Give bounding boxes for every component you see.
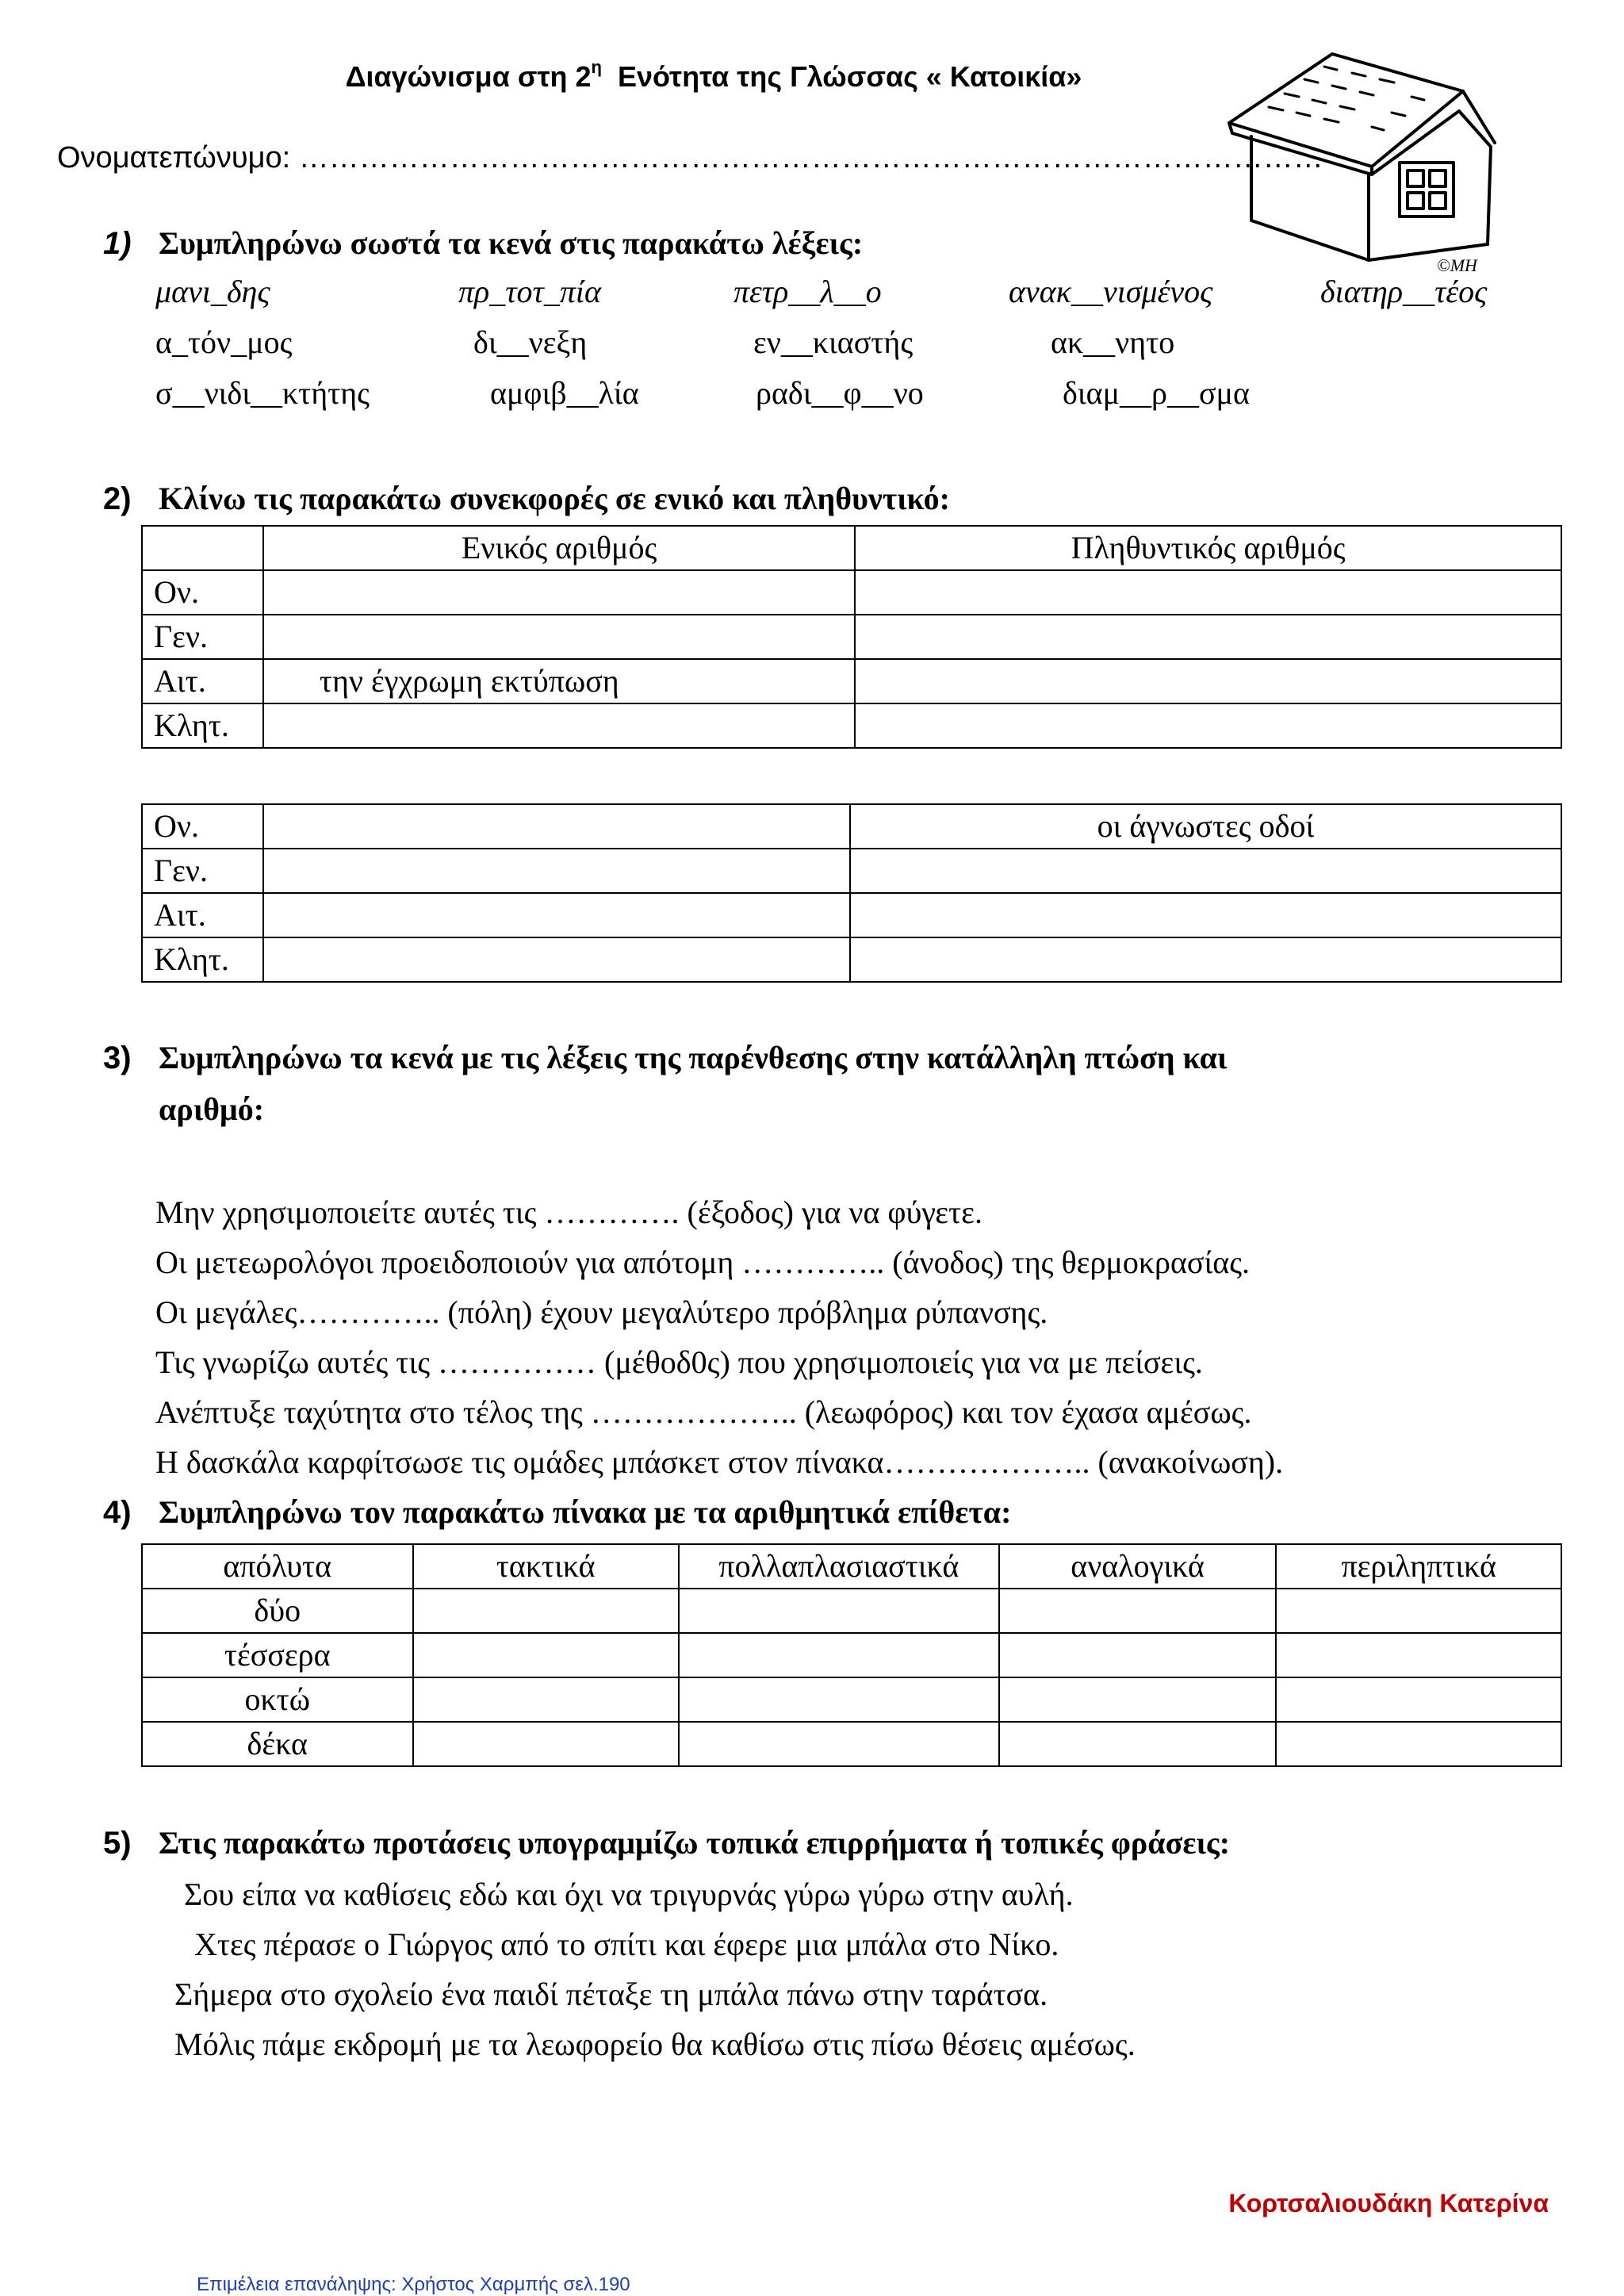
q1-word: πετρ__λ__ο [733,274,882,309]
table-cell [142,526,263,570]
house-icon [1221,48,1507,286]
q3-sentence: Οι μεγάλες………….. (πόλη) έχουν μεγαλύτερο πρόβλημα ρύπανσης. [155,1294,1048,1330]
q5-sentence: Σήμερα στο σχολείο ένα παιδί πέταξε τη μπάλα πάνω στην ταράτσα. [174,1976,1048,2012]
q1-word: εν__κιαστής [753,324,914,360]
answer-cell[interactable] [855,615,1561,659]
answer-cell[interactable] [850,893,1561,937]
given-phrase: την έγχρωμη εκτύπωση [263,659,855,703]
answer-cell[interactable] [413,1633,679,1677]
case-label: Γεν. [142,849,263,893]
q1-word: ραδι__φ__νο [756,375,924,411]
page-credit: Επιμέλεια επανάληψης: Χρήστος Χαρμπής σελ.190 [197,2274,630,2295]
q1-word: πρ_τοτ_πία [458,274,602,309]
q3-sentence: Οι μετεωρολόγοι προειδοποιούν για απότομη ………….. (άνοδος) της θερμοκρασίας. [155,1244,1251,1280]
col-header: τακτικά [413,1544,679,1589]
q2-table-plural [141,803,1562,983]
q3-sentence: Ανέπτυξε ταχύτητα στο τέλος της ……………….. (λεωφόρος) και τον έχασα αμέσως. [155,1394,1252,1430]
answer-cell[interactable] [679,1677,999,1722]
answer-cell[interactable] [999,1722,1277,1766]
answer-cell[interactable] [413,1722,679,1766]
author-name: Κορτσαλιουδάκη Κατερίνα [1228,2189,1549,2217]
col-header: πολλαπλασιαστικά [679,1544,999,1589]
case-label: Ον. [142,570,263,615]
answer-cell[interactable] [679,1722,999,1766]
answer-cell[interactable] [1276,1633,1561,1677]
case-label: Κλητ. [142,937,263,982]
q2-heading: 2) Κλίνω τις παρακάτω συνεκφορές σε ενικό και πληθυντικό: [103,481,950,516]
answer-cell[interactable] [1276,1722,1561,1766]
answer-cell[interactable] [850,937,1561,982]
case-label: Ον. [142,804,263,849]
answer-cell[interactable] [263,804,850,849]
col-header-singular: Ενικός αριθμός [263,526,855,570]
q1-heading: 1) Συμπληρώνω σωστά τα κενά στις παρακάτω λέξεις: [103,225,864,261]
row-label: τέσσερα [142,1633,413,1677]
name-field[interactable]: Ονοματεπώνυμο: ………………………………………………………………………………………… [57,141,1323,174]
case-label: Αιτ. [142,659,263,703]
q1-word: δι__νεξη [473,324,588,360]
q1-word: ακ__νητο [1051,324,1175,360]
q4-heading: 4) Συμπληρώνω τον παρακάτω πίνακα με τα αριθμητικά επίθετα: [103,1494,1012,1530]
answer-cell[interactable] [263,615,855,659]
q1-word: ανακ__νισμένος [1009,274,1213,309]
col-header-plural: Πληθυντικός αριθμός [855,526,1561,570]
q1-word: αμφιβ__λία [490,375,639,411]
answer-cell[interactable] [263,703,855,748]
q1-word: σ__νιδι__κτήτης [155,375,370,411]
col-header: περιληπτικά [1276,1544,1561,1589]
col-header: αναλογικά [999,1544,1277,1589]
page-title: Διαγώνισμα στη $2^\eta$ Ενότητα της Γλώσσας « Κατοικία» [345,57,1082,93]
case-label: Αιτ. [142,893,263,937]
given-phrase: οι άγνωστες οδοί [850,804,1561,849]
answer-cell[interactable] [263,937,850,982]
q3-sentence: Μην χρησιμοποιείτε αυτές τις …………. (έξοδος) για να φύγετε. [155,1194,982,1230]
answer-cell[interactable] [850,849,1561,893]
answer-cell[interactable] [679,1633,999,1677]
answer-cell[interactable] [855,659,1561,703]
case-label: Γεν. [142,615,263,659]
q5-sentence: Σου είπα να καθίσεις εδώ και όχι να τριγυρνάς γύρω γύρω στην αυλή. [184,1876,1074,1912]
answer-cell[interactable] [263,893,850,937]
answer-cell[interactable] [1276,1677,1561,1722]
q1-word: α_τόν_μος [155,324,293,360]
answer-cell[interactable] [999,1677,1277,1722]
q2-table-singular [141,525,1562,749]
house-signature: ©MH [1437,255,1477,275]
q1-word: διαμ__ρ__σμα [1063,375,1250,411]
row-label: δέκα [142,1722,413,1766]
q4-table [141,1543,1562,1767]
answer-cell[interactable] [413,1589,679,1633]
answer-cell[interactable] [1276,1589,1561,1633]
q3-heading: 3) Συμπληρώνω τα κενά με τις λέξεις της παρένθεσης στην κατάλληλη πτώση και [103,1040,1228,1075]
q1-word: μανι_δης [155,274,270,309]
answer-cell[interactable] [263,570,855,615]
answer-cell[interactable] [855,703,1561,748]
col-header: απόλυτα [142,1544,413,1589]
answer-cell[interactable] [263,849,850,893]
answer-cell[interactable] [855,570,1561,615]
row-label: οκτώ [142,1677,413,1722]
q3-sentence: Η δασκάλα καρφίτσωσε τις ομάδες μπάσκετ στον πίνακα……………….. (ανακοίνωση). [155,1444,1284,1480]
q5-sentence: Μόλις πάμε εκδρομή με τα λεωφορείο θα καθίσω στις πίσω θέσεις αμέσως. [174,2026,1136,2062]
answer-cell[interactable] [999,1589,1277,1633]
row-label: δύο [142,1589,413,1633]
q5-heading: 5) Στις παρακάτω προτάσεις υπογραμμίζω τοπικά επιρρήματα ή τοπικές φράσεις: [103,1825,1231,1861]
q3-heading-cont: αριθμό: [159,1091,265,1127]
answer-cell[interactable] [413,1677,679,1722]
case-label: Κλητ. [142,703,263,748]
q1-word: διατηρ__τέος [1320,274,1488,309]
q3-sentence: Τις γνωρίζω αυτές τις …………… (μέθοδ0ς) που χρησιμοποιείς για να με πείσεις. [155,1344,1203,1380]
answer-cell[interactable] [679,1589,999,1633]
answer-cell[interactable] [999,1633,1277,1677]
q5-sentence: Χτες πέρασε ο Γιώργος από το σπίτι και έφερε μια μπάλα στο Νίκο. [194,1926,1059,1962]
